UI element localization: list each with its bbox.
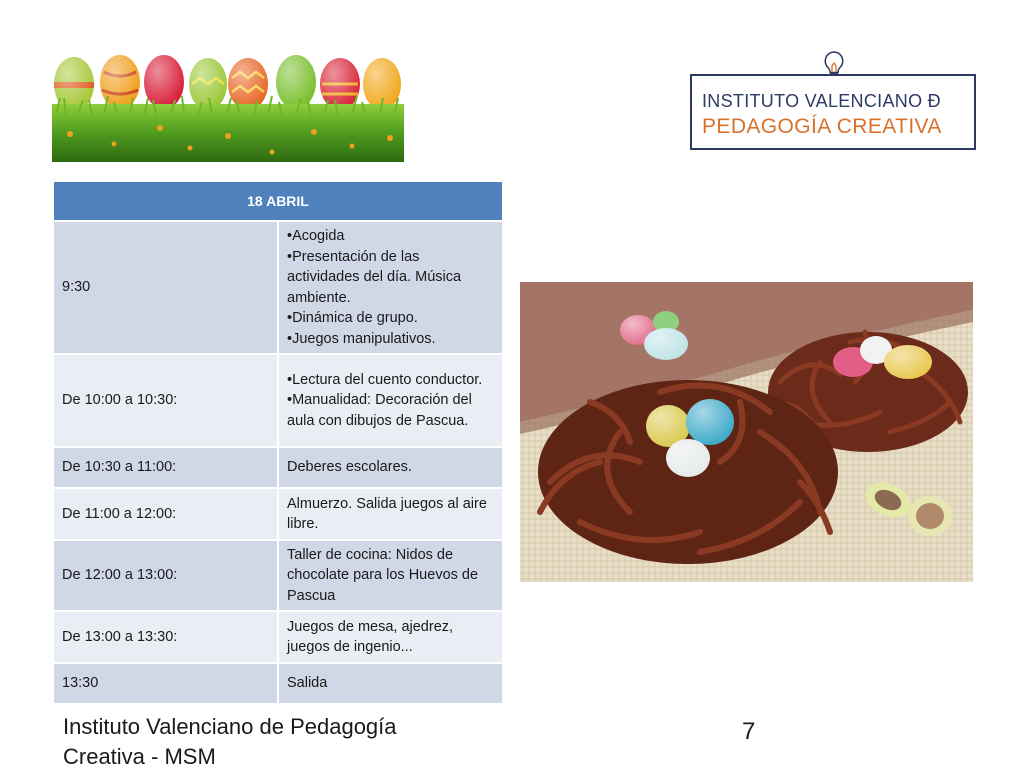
activity-item: Taller de cocina: Nidos de chocolate para los Huevos de Pascua [287, 546, 479, 604]
activity-item: Deberes escolares. [287, 459, 412, 476]
activity-item: •Acogida [287, 228, 345, 244]
activity-item: •Juegos manipulativos. [287, 330, 436, 347]
table-row [53, 663, 503, 704]
time-cell: De 12:00 a 13:00: [53, 540, 278, 611]
table-row [53, 447, 503, 488]
activity-item: •Dinámica de grupo. [287, 310, 418, 326]
time-cell: De 13:00 a 13:30: [53, 611, 278, 663]
activity-cell [278, 663, 503, 704]
activity-cell [278, 488, 503, 540]
activity-cell [278, 611, 503, 663]
table-row [53, 540, 503, 611]
easter-eggs-banner-image [52, 44, 404, 162]
schedule-date-header: 18 ABRIL [53, 181, 503, 221]
activity-item: Salida [287, 675, 328, 692]
table-row [53, 611, 503, 663]
activity-cell [278, 447, 503, 488]
activity-item: •Presentación de las actividades del día. Música ambiente. [287, 248, 462, 306]
activity-cell [278, 221, 503, 354]
activity-cell [278, 540, 503, 611]
table-row [53, 354, 503, 447]
schedule-table [52, 180, 504, 705]
time-cell: 13:30 [53, 663, 278, 704]
logo-text-institute: INSTITUTO VALENCIANO Ð [702, 91, 941, 111]
activity-item: •Manualidad: Decoración del aula con dibujos de Pascua. [287, 392, 472, 429]
institute-logo [690, 50, 980, 154]
table-row [53, 488, 503, 540]
time-cell: De 11:00 a 12:00: [53, 488, 278, 540]
activity-item: Almuerzo. Salida juegos al aire libre. [287, 495, 487, 532]
activity-item: •Lectura del cuento conductor. [287, 371, 483, 388]
activity-item: Juegos de mesa, ajedrez, juegos de ingenio... [287, 618, 454, 655]
logo-frame [690, 74, 976, 150]
time-cell: De 10:30 a 11:00: [53, 447, 278, 488]
table-row [53, 221, 503, 354]
time-cell: De 10:00 a 10:30: [53, 354, 278, 447]
time-cell: 9:30 [53, 221, 278, 354]
footer-text: Instituto Valenciano de Pedagogía Creativa - MSM [63, 714, 397, 769]
logo-text-pedagogy: PEDAGOGÍA CREATIVA [702, 115, 942, 138]
activity-cell [278, 354, 503, 447]
chocolate-nests-photo [520, 282, 973, 582]
page-number: 7 [742, 718, 756, 745]
